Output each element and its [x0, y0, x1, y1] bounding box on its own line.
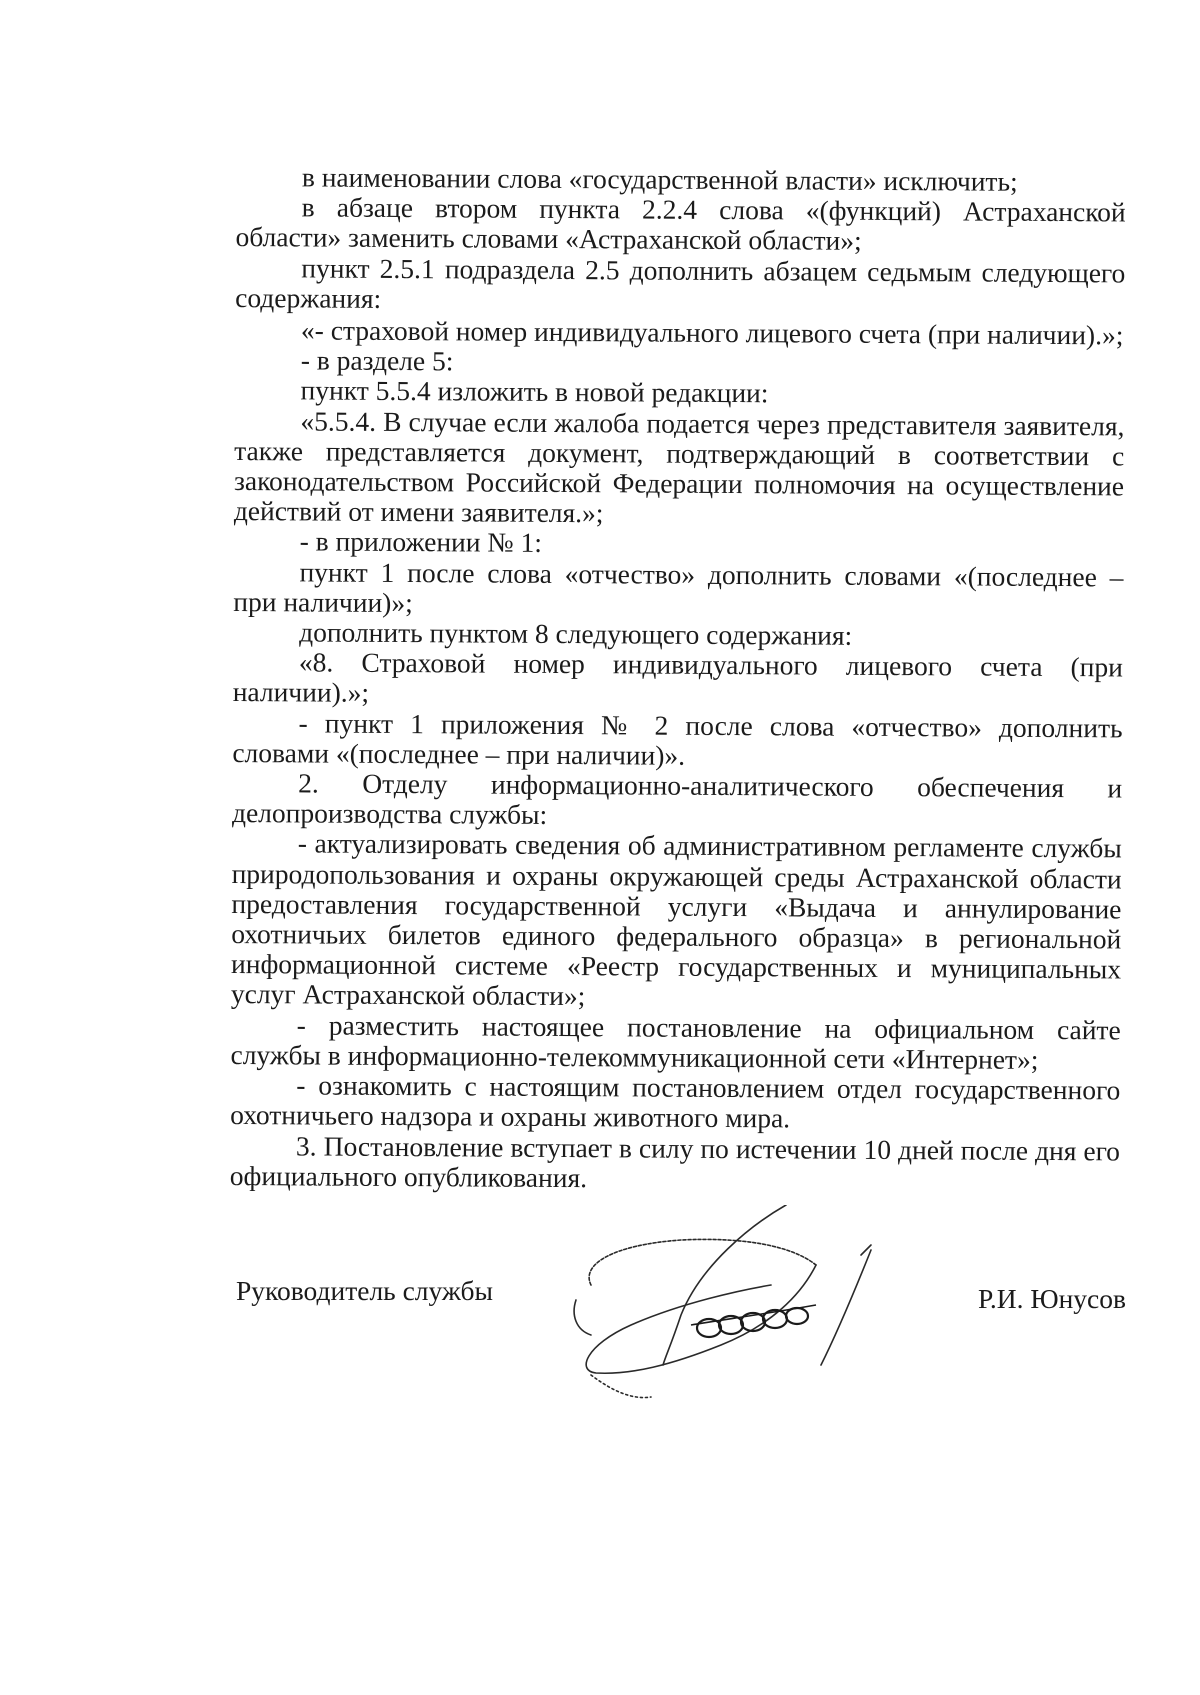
paragraph: в абзаце втором пункта 2.2.4 слова «(функций) Астраханской области» заменить словами «Астраханской области»; [235, 191, 1126, 257]
paragraph: - в разделе 5: [300, 344, 454, 377]
paragraph: дополнить пунктом 8 следующего содержания: [299, 616, 853, 651]
paragraph: - ознакомить с настоящим постановлением отдел государственного охотничьего надзора и охраны животного мира. [230, 1069, 1121, 1134]
paragraph: «8. Страховой номер индивидуального лицевого счета (при наличии).»; [232, 646, 1124, 709]
signatory-name: Р.И. Юнусов [977, 1283, 1126, 1314]
handwritten-signature-icon [571, 1205, 921, 1405]
paragraph: пункт 5.5.4 изложить в новой редакции: [300, 374, 769, 409]
paragraph: 3. Постановление вступает в силу по истечении 10 дней после дня его официального опубликования. [229, 1129, 1121, 1193]
paragraph: пункт 2.5.1 подраздела 2.5 дополнить абзацем седьмым следующего содержания: [235, 252, 1126, 314]
paragraph: пункт 1 после слова «отчество» дополнить словами «(последнее – при наличии)»; [233, 556, 1124, 618]
signature-block [236, 1235, 1126, 1415]
signatory-position: Руководитель службы [236, 1275, 494, 1306]
paragraph: - пункт 1 приложения № 2 после слова «отчество» дополнить словами «(последнее – при наличии)». [232, 707, 1123, 771]
paragraph: «5.5.4. В случае если жалоба подается через представителя заявителя, также представляется документ, подтверждающий в соответствии с законодательством Российской Федерации полномочия на осуществление действий от имени заявителя.»; [233, 405, 1125, 529]
paragraph: «- страховой номер индивидуального лицевого счета (при наличии).»; [300, 314, 1124, 351]
paragraph: - разместить настоящее постановление на официальном сайте службы в информационно-телекоммуникационной сети «Интернет»; [230, 1009, 1121, 1075]
paragraph: в наименовании слова «государственной власти» исключить; [301, 161, 1018, 197]
document-body [230, 162, 1126, 1196]
paragraph: - в приложении № 1: [299, 525, 543, 559]
paragraph: 2. Отделу информационно-аналитического обеспечения и делопроизводства службы: [231, 767, 1123, 831]
paragraph: - актуализировать сведения об административном регламенте службы природопользования и охраны окружающей среды Астраханской области предоставления государственной услуги «Выдача и аннулирование охотничьих билетов единого федерального образца» в региональной информационной системе «Реестр государственных и муниципальных услуг Астраханской области»; [230, 827, 1122, 1012]
